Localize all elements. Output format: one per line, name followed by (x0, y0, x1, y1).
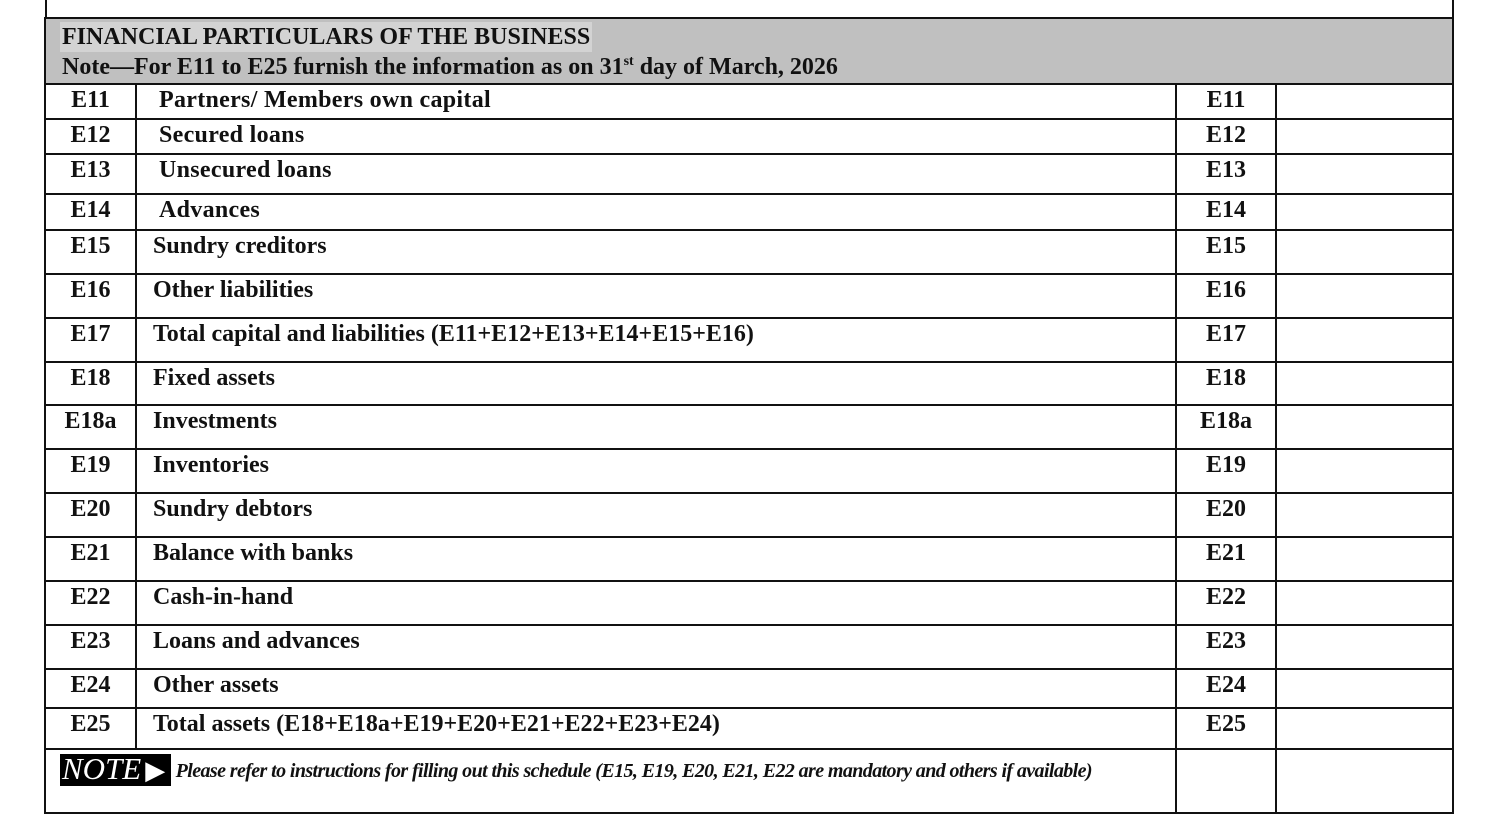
footer-note-row (45, 749, 1453, 813)
row-value-field[interactable] (1276, 581, 1453, 625)
table-row (45, 405, 1453, 449)
row-code: E14 (45, 194, 136, 230)
row-code-right: E23 (1176, 625, 1276, 669)
table-row (45, 362, 1453, 405)
row-value-field[interactable] (1276, 405, 1453, 449)
note-badge (60, 751, 171, 786)
row-value-field[interactable] (1276, 708, 1453, 749)
table-row (45, 119, 1453, 154)
row-code: E25 (45, 708, 136, 749)
row-value-field[interactable] (1276, 669, 1453, 708)
row-code-right: E22 (1176, 581, 1276, 625)
row-label: Cash-in-hand (136, 581, 1176, 625)
section-title: FINANCIAL PARTICULARS OF THE BUSINESS (62, 24, 591, 50)
row-label: Partners/ Members own capital (136, 84, 1176, 119)
row-code-right: E14 (1176, 194, 1276, 230)
row-code: E16 (45, 274, 136, 318)
row-label: Sundry debtors (136, 493, 1176, 537)
row-code-right: E18a (1176, 405, 1276, 449)
table-row (45, 625, 1453, 669)
row-label: Investments (136, 405, 1176, 449)
row-code: E21 (45, 537, 136, 581)
note-text: Please refer to instructions for filling out this schedule (E15, E19, E20, E21, E22 are mandatory and others if available) (171, 760, 1092, 782)
row-code: E18 (45, 362, 136, 405)
row-label: Secured loans (136, 119, 1176, 154)
section-note: Note—For E11 to E25 furnish the information as on 31st day of March, 2026 (62, 54, 838, 80)
row-code-right: E12 (1176, 119, 1276, 154)
table-row (45, 669, 1453, 708)
row-label: Sundry creditors (136, 230, 1176, 274)
previous-section-box-edge (45, 0, 1454, 17)
row-code-right: E25 (1176, 708, 1276, 749)
table-row (45, 449, 1453, 493)
row-code: E13 (45, 154, 136, 194)
row-value-field[interactable] (1276, 230, 1453, 274)
row-code-right: E11 (1176, 84, 1276, 119)
row-value-field[interactable] (1276, 274, 1453, 318)
row-code-right: E16 (1176, 274, 1276, 318)
row-value-field[interactable] (1276, 84, 1453, 119)
row-value-field[interactable] (1276, 362, 1453, 405)
row-code: E12 (45, 119, 136, 154)
row-value-field[interactable] (1276, 537, 1453, 581)
row-code-right: E13 (1176, 154, 1276, 194)
footer-note (45, 749, 1176, 813)
right-triangle-arrow-icon: ▶ (145, 756, 166, 785)
row-code-right: E19 (1176, 449, 1276, 493)
row-value-field[interactable] (1276, 318, 1453, 362)
financial-particulars-table (44, 17, 1454, 814)
footer-empty-code-cell (1176, 749, 1276, 813)
section-header (45, 18, 1453, 84)
row-code: E23 (45, 625, 136, 669)
row-label: Balance with banks (136, 537, 1176, 581)
row-value-field[interactable] (1276, 449, 1453, 493)
row-code: E17 (45, 318, 136, 362)
row-code-right: E20 (1176, 493, 1276, 537)
row-code-right: E17 (1176, 318, 1276, 362)
row-code: E24 (45, 669, 136, 708)
row-value-field[interactable] (1276, 119, 1453, 154)
row-label: Loans and advances (136, 625, 1176, 669)
row-label: Total assets (E18+E18a+E19+E20+E21+E22+E23+E24) (136, 708, 1176, 749)
table-row (45, 708, 1453, 749)
row-value-field[interactable] (1276, 194, 1453, 230)
row-code-right: E18 (1176, 362, 1276, 405)
row-label: Inventories (136, 449, 1176, 493)
section-header-row (45, 18, 1453, 84)
row-code: E22 (45, 581, 136, 625)
row-value-field[interactable] (1276, 493, 1453, 537)
row-code-right: E15 (1176, 230, 1276, 274)
row-code: E19 (45, 449, 136, 493)
row-label: Other assets (136, 669, 1176, 708)
table-row (45, 318, 1453, 362)
table-row (45, 194, 1453, 230)
table-row (45, 230, 1453, 274)
table-row (45, 274, 1453, 318)
row-code-right: E24 (1176, 669, 1276, 708)
note-badge-label: NOTE (62, 751, 142, 786)
row-label: Other liabilities (136, 274, 1176, 318)
row-value-field[interactable] (1276, 625, 1453, 669)
table-row (45, 84, 1453, 119)
row-code: E11 (45, 84, 136, 119)
table-row (45, 537, 1453, 581)
row-code: E20 (45, 493, 136, 537)
footer-empty-value-cell (1276, 749, 1453, 813)
row-label: Total capital and liabilities (E11+E12+E13+E14+E15+E16) (136, 318, 1176, 362)
row-label: Unsecured loans (136, 154, 1176, 194)
table-row (45, 493, 1453, 537)
row-code: E15 (45, 230, 136, 274)
table-row (45, 154, 1453, 194)
row-label: Fixed assets (136, 362, 1176, 405)
row-code-right: E21 (1176, 537, 1276, 581)
row-code: E18a (45, 405, 136, 449)
table-row (45, 581, 1453, 625)
row-value-field[interactable] (1276, 154, 1453, 194)
row-label: Advances (136, 194, 1176, 230)
